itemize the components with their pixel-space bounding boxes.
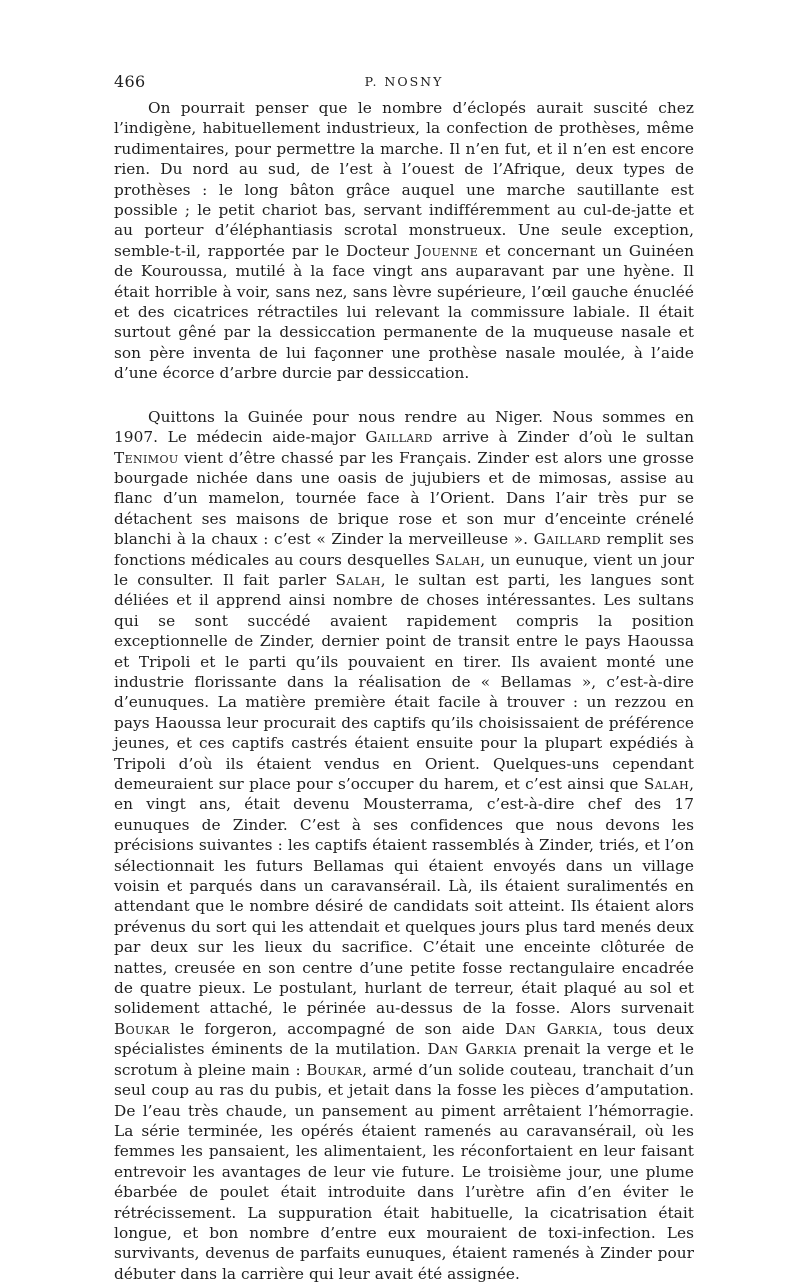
paragraph-2 — [114, 407, 694, 1284]
text-segment: , le sultan est parti, les langues sont déliées et il apprend ainsi nombre de choses intéressantes. Les sultans qui se sont succédé avaient rapidement compris la position exceptionnelle de Zinder, dernier point de transit entre le pays Haoussa et Tripoli et le parti qu’ils pouvaient en tirer. Ils avaient monté une industrie florissante dans la réalisation de « Bellamas », c’est-à-dire d’eunuques. La matière première était facile à trouver : un rezzou en pays Haoussa leur procurait des captifs qu’ils choisissaient de préférence jeunes, et ces captifs castrés étaient ensuite pour la plupart expédiés à Tripoli d’où ils étaient vendus en Orient. Quelques-uns cependant demeuraient sur place pour s’occuper du harem, et c’est ainsi que — [114, 570, 694, 793]
person-name: Gaillard — [365, 428, 433, 447]
page-number: 466 — [114, 72, 146, 91]
running-title: P. NOSNY — [364, 74, 444, 89]
text-segment: Quittons la Guinée pour nous rendre au Niger. Nous sommes en 1907. Le médecin aide-major — [114, 407, 694, 447]
person-name: Salah — [435, 550, 481, 569]
person-name: Boukar — [114, 1019, 170, 1038]
text-segment: remplit ses fonctions médicales au cours desquelles — [114, 530, 694, 569]
text-segment: On pourrait penser que le nombre d’éclopés aurait suscité chez l’indigène, habituellement industrieux, la confection de prothèses, même rudimentaires, pour permettre la marche. Il n’en fut, et il n’en est encore rien. Du nord au sud, de l’est à l’ouest de l’Afrique, deux types de prothèses : le long bâton grâce auquel une marche sautillante est possible ; le petit chariot bas, servant indifféremment au cul-de-jatte et au porteur d’éléphantiasis scrotal monstrueux. Une seule exception, semble-t-il, rapportée par le Docteur — [114, 99, 694, 260]
running-head — [114, 72, 694, 94]
person-name: Salah — [335, 570, 381, 589]
person-name: Boukar — [306, 1060, 363, 1079]
person-name: Tenimou — [114, 448, 179, 467]
text-segment: , tous deux spécialistes éminents de la mutilation. — [114, 1019, 694, 1059]
paragraph-1 — [114, 98, 694, 384]
text-segment: et concernant un Guinéen de Kouroussa, mutilé à la face vingt ans auparavant par une hyène. Il était horrible à voir, sans nez, sans lèvre supérieure, l’œil gauche énucléé et des cicatrices rétractiles lui relevant la commissure labiale. Il était surtout gêné par la dessiccation permanente de la muqueuse nasale et son père inventa de lui façonner une prothèse nasale moulée, à l’aide d’une écorce d’arbre durcie par dessiccation. — [114, 241, 694, 383]
person-name: Salah — [643, 775, 690, 793]
person-name: Dan Garkia — [427, 1040, 517, 1059]
body-text — [114, 98, 694, 1284]
text-segment: arrive à Zinder d’où le sultan — [432, 428, 694, 447]
page — [114, 72, 694, 1284]
text-segment: prenait la verge et le scrotum à pleine main : — [114, 1040, 695, 1079]
person-name: Jouenne — [415, 241, 479, 260]
text-segment: , un eunuque, vient un jour le consulter. Il fait parler — [114, 550, 694, 589]
text-segment: , armé d’un solide couteau, tranchait d’un seul coup au ras du pubis, et jetait dans la fosse les pièces d’amputation. De l’eau très chaude, un pansement au piment arrêtaient l’hémorragie. La série terminée, les opérés étaient ramenés au caravansérail, où les femmes les pansaient, les alimentaient, les réconfortaient en leur faisant entrevoir les avantages de leur vie future. Le troisième jour, une plume ébarbée de poulet était introduite dans l’urètre afin d’en éviter le rétrécissement. La suppuration était habituelle, la cicatrisation était longue, et bon nombre d’entre eux mouraient de toxi-infection. Les survivants, devenus de parfaits eunuques, étaient ramenés à Zinder pour débuter dans la carrière qui leur avait été assignée. — [114, 1060, 694, 1283]
person-name: Dan Garkia — [505, 1019, 598, 1038]
text-segment: vient d’être chassé par les Français. Zinder est alors une grosse bourgade nichée dans une oasis de jujubiers et de mimosas, assise au flanc d’un mamelon, tournée face à l’Orient. Dans l’air très pur se détachent ses maisons de brique rose et son mur d’enceinte crénelé blanchi à la chaux : c’est « Zinder la merveilleuse ». — [114, 448, 694, 549]
text-segment: le forgeron, accompagné de son aide — [169, 1019, 506, 1038]
text-segment: , en vingt ans, était devenu Mousterrama, c’est-à-dire chef des 17 eunuques de Zinder. C’est à ses confidences que nous devons les précisions suivantes : les captifs étaient rassemblés à Zinder, triés, et l’on sélectionnait les futurs Bellamas qui étaient envoyés dans un village voisin et parqués dans un caravansérail. Là, ils étaient suralimentés en attendant que le nombre désiré de candidats soit atteint. Ils étaient alors prévenus du sort qui les attendait et quelques jours plus tard menés deux par deux sur les lieux du sacrifice. C’était une enceinte clôturée de nattes, creusée en son centre d’une petite fosse rectangulaire encadrée de quatre pieux. Le postulant, hurlant de terreur, était plaqué au sol et solidement attaché, le périnée au-dessus de la fosse. Alors survenait — [114, 775, 694, 1018]
person-name: Gaillard — [533, 530, 601, 549]
